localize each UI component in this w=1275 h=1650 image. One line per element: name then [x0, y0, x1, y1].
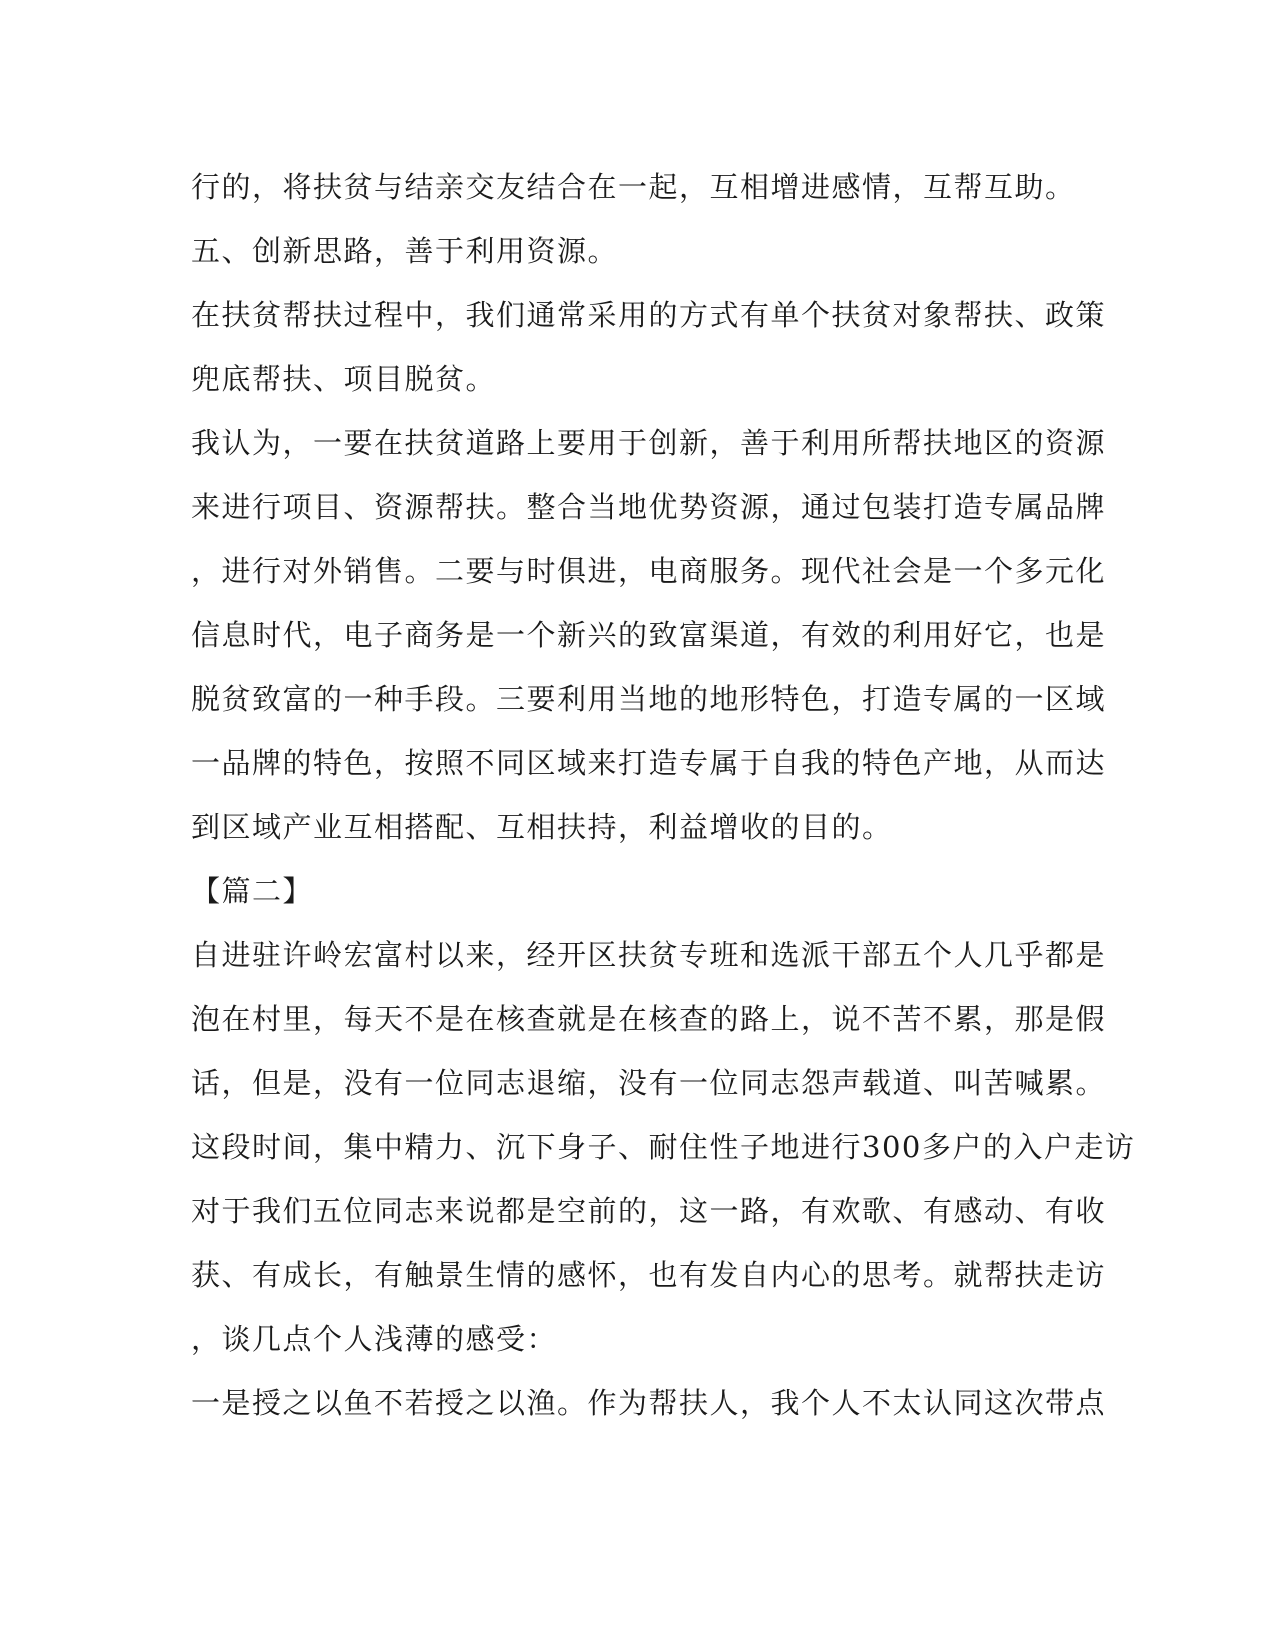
- text-line: 脱贫致富的一种手段。三要利用当地的地形特色，打造专属的一区域: [191, 682, 1107, 716]
- text-line: 一是授之以鱼不若授之以渔。作为帮扶人，我个人不太认同这次带点: [191, 1386, 1107, 1420]
- text-line: 自进驻许岭宏富村以来，经开区扶贫专班和选派干部五个人几乎都是: [191, 938, 1107, 972]
- text-line: 对于我们五位同志来说都是空前的，这一路，有欢歌、有感动、有收: [191, 1194, 1107, 1228]
- text-line: 兜底帮扶、项目脱贫。: [191, 362, 497, 396]
- text-line: 来进行项目、资源帮扶。整合当地优势资源，通过包装打造专属品牌: [191, 490, 1107, 524]
- text-line: 一品牌的特色，按照不同区域来打造专属于自我的特色产地，从而达: [191, 746, 1107, 780]
- text-line: ，谈几点个人浅薄的感受：: [191, 1322, 558, 1356]
- section-heading: 五、创新思路，善于利用资源。: [191, 234, 619, 268]
- text-line: 在扶贫帮扶过程中，我们通常采用的方式有单个扶贫对象帮扶、政策: [191, 298, 1107, 332]
- body-text: [191, 155, 1136, 1435]
- text-line: 行的，将扶贫与结亲交友结合在一起，互相增进感情，互帮互助。: [191, 170, 1076, 204]
- text-line: 获、有成长，有触景生情的感怀，也有发自内心的思考。就帮扶走访: [191, 1258, 1107, 1292]
- text-line: 到区域产业互相搭配、互相扶持，利益增收的目的。: [191, 810, 893, 844]
- text-line: ，进行对外销售。二要与时俱进，电商服务。现代社会是一个多元化: [191, 554, 1107, 588]
- part-heading: 【篇二】: [191, 874, 314, 908]
- text-line: 信息时代，电子商务是一个新兴的致富渠道，有效的利用好它，也是: [191, 618, 1107, 652]
- text-line: 我认为，一要在扶贫道路上要用于创新，善于利用所帮扶地区的资源: [191, 426, 1107, 460]
- text-line: 这段时间，集中精力、沉下身子、耐住性子地进行300多户的入户走访: [191, 1130, 1136, 1164]
- text-line: 话，但是，没有一位同志退缩，没有一位同志怨声载道、叫苦喊累。: [191, 1066, 1107, 1100]
- text-line: 泡在村里，每天不是在核查就是在核查的路上，说不苦不累，那是假: [191, 1002, 1107, 1036]
